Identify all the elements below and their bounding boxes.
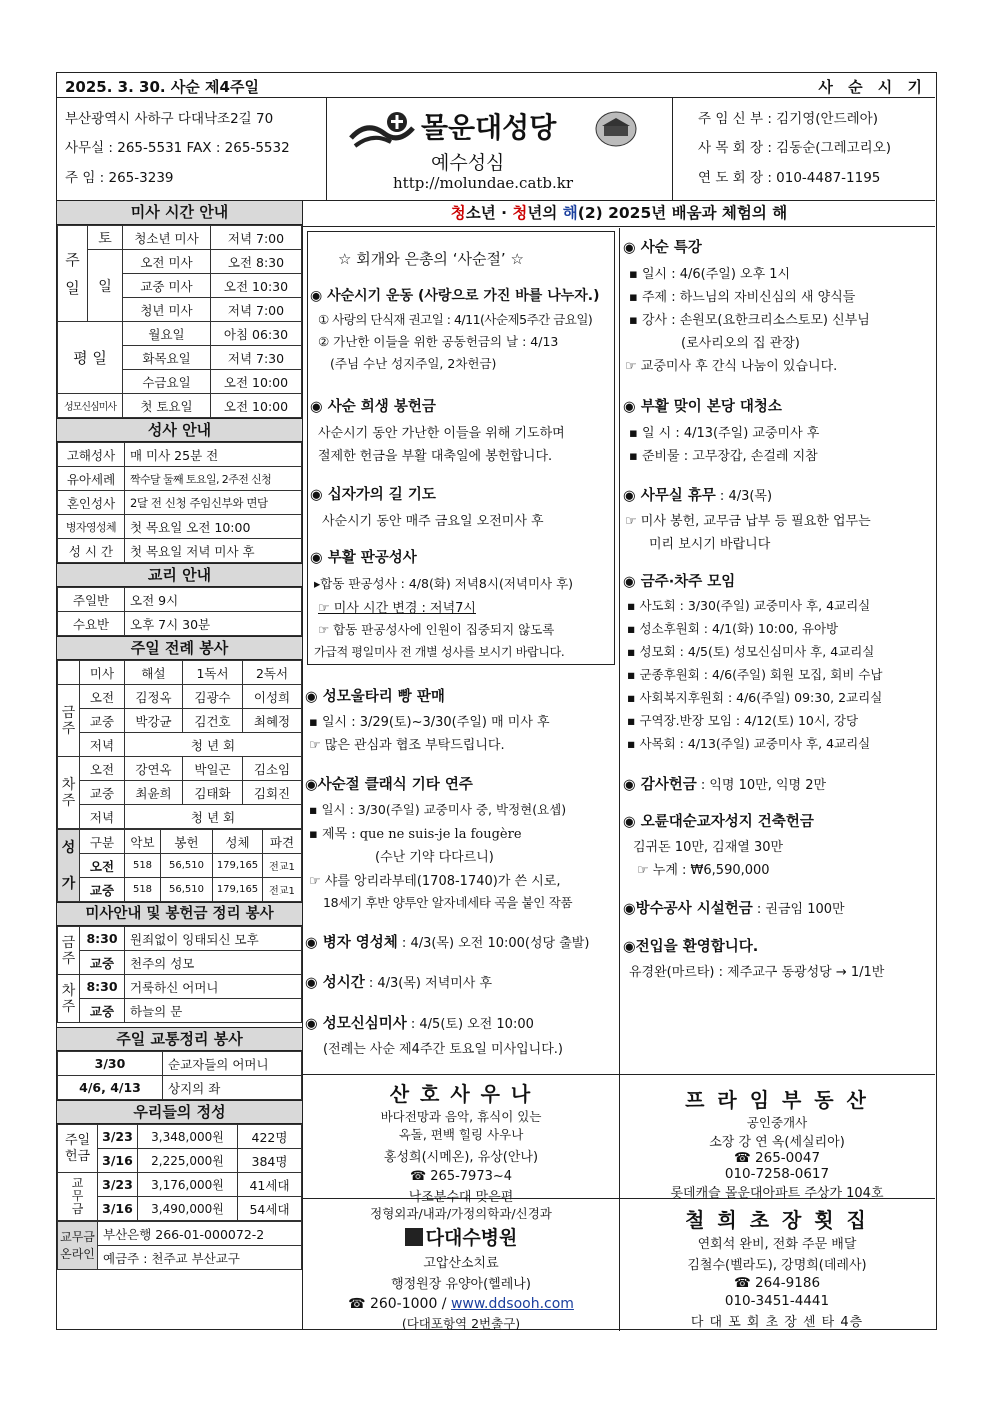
table-cell: 저녁 7:00	[211, 298, 302, 322]
text-line: 사순시기 동안 가난한 이들을 위해 기도하며	[318, 426, 565, 441]
hospital-url[interactable]: www.ddsooh.com	[450, 1296, 574, 1312]
text-line: 바다전망과 음악, 휴식이 있는	[380, 1109, 542, 1124]
doctrine-table	[57, 587, 302, 636]
text-line: ☞ 미사 시간 변경 : 저녁7시	[318, 601, 476, 616]
bulletin-date: 2025. 3. 30. 사순 제4주일	[65, 78, 259, 96]
table-cell: 2독서	[243, 661, 302, 685]
text-line: ☞ 미사 봉헌, 교무금 납부 등 필요한 업무는	[625, 514, 871, 529]
table-cell: 일	[88, 250, 123, 322]
text-line: ☎ 260-1000 / www.ddsooh.com	[348, 1296, 574, 1312]
text-line: ◉ 십자가의 길 기도	[310, 487, 436, 503]
text-line: ▪ 제목 : que ne suis-je la fougère	[309, 827, 522, 842]
text-line: ☞ 합동 판공성사에 인원이 집중되지 않도록	[318, 622, 555, 637]
table-cell: 교 무 금	[58, 1173, 98, 1221]
parish-slogan: 예수성심	[431, 152, 505, 174]
table-cell: 혼인성사	[58, 491, 125, 515]
table-cell: 최윤희	[125, 781, 183, 805]
table-cell: 422명	[238, 1125, 302, 1149]
text-line: 정형외과/내과/가정의학과/신경과	[370, 1206, 552, 1221]
text-line: ▪ 준비물 : 고무장갑, 손걸레 지참	[629, 449, 818, 464]
table-cell: 구분	[80, 830, 125, 854]
doctrine-title: 교리 안내	[57, 563, 302, 587]
table-cell: 청소년 미사	[123, 226, 211, 250]
text-line: 가급적 평일미사 전 개별 성사를 보시기 바랍니다.	[314, 645, 565, 659]
text-line: 다대수병원	[303, 1223, 619, 1250]
table-cell: 오전	[80, 685, 125, 709]
table-cell: 전교1	[263, 854, 302, 878]
text-line: 산 호 사 우 나	[389, 1082, 533, 1106]
text-line: ▪ 구역장.반장 모임 : 4/12(토) 10시, 강당	[627, 713, 859, 728]
table-cell: 저녁	[80, 805, 125, 829]
table-cell: 저녁 7:00	[211, 226, 302, 250]
table-cell: 부산은행 266-01-000072-2	[98, 1222, 302, 1246]
table-cell: 4/6, 4/13	[58, 1076, 163, 1100]
table-cell: 오전	[80, 854, 125, 878]
table-cell: 최혜정	[243, 709, 302, 733]
table-cell: 고해성사	[58, 443, 125, 467]
text-line: ◉ 사순시기 운동 (사랑으로 가진 바를 나누자.)	[310, 288, 600, 304]
table-cell: 3/23	[98, 1125, 138, 1149]
text-line: 김귀돈 10만, 김재열 30만	[633, 840, 784, 855]
office-phone: 사무실 : 265-5531 FAX : 265-5532	[65, 140, 290, 156]
table-cell: 금 주	[58, 927, 80, 975]
text-line: ▪ 사목회 : 4/13(주일) 교중미사 후, 4교리실	[627, 736, 871, 751]
text-line: ▪ 군종후원회 : 4/6(주일) 회원 모집, 회비 수납	[627, 667, 883, 682]
table-cell: 차 주	[58, 975, 80, 1023]
table-cell: 청 년 회	[125, 805, 302, 829]
text-line: 홍성희(시메온), 유상(안나)	[383, 1150, 539, 1165]
text-line: ① 사랑의 단식재 권고일 : 4/11(사순제5주간 금요일)	[318, 312, 593, 327]
text-line: ▪ 일 시 : 4/13(주일) 교중미사 후	[629, 426, 820, 441]
table-cell: 하늘의 문	[125, 999, 302, 1023]
table-cell: 거룩하신 어머니	[125, 975, 302, 999]
table-cell: 첫 목요일 저녁 미사 후	[125, 539, 302, 563]
text-line: ② 가난한 이들을 위한 공동헌금의 날 : 4/13	[318, 334, 559, 349]
pastor: 주 임 신 부 : 김기영(안드레아)	[698, 111, 878, 127]
bulletin-page	[56, 72, 937, 1330]
church-emblem-icon	[594, 110, 638, 148]
text-line: 18세기 후반 양투안 알자네세타 곡을 붙인 작품	[323, 895, 573, 910]
text-line: ◉방수공사 시설헌금 : 권금임 100만	[623, 901, 845, 917]
table-cell: 저녁 7:30	[211, 346, 302, 370]
mass-schedule-title: 미사 시간 안내	[57, 201, 302, 225]
table-cell: 3/16	[98, 1197, 138, 1221]
table-cell: 교중	[80, 878, 125, 902]
text-line: ▪ 사회복지후원회 : 4/6(주일) 09:30, 2교리실	[627, 690, 883, 705]
text-line: (다대포항역 2번출구)	[401, 1316, 521, 1331]
table-cell: 유아세례	[58, 467, 125, 491]
table-cell: 토	[88, 226, 123, 250]
giving-title: 우리들의 정성	[57, 1100, 302, 1124]
table-cell: 천주의 성모	[125, 951, 302, 975]
table-cell: 첫 토요일	[123, 394, 211, 418]
table-cell: 성 시 간	[58, 539, 125, 563]
text-line: ◉ 성모울타리 빵 판매	[305, 689, 445, 705]
table-cell: 179,165	[213, 878, 263, 902]
table-cell: 강연옥	[125, 757, 183, 781]
table-cell: 전교1	[263, 878, 302, 902]
table-cell: 56,510	[161, 878, 213, 902]
table-cell: 교중 미사	[123, 274, 211, 298]
text-line: 행정원장 유양아(헬레나)	[391, 1277, 531, 1292]
table-cell: 오전 10:00	[211, 394, 302, 418]
text-line: ☞ 많은 관심과 협조 부탁드립니다.	[309, 738, 505, 753]
left-column	[57, 201, 302, 1270]
contact-phone: 연 도 회 장 : 010-4487-1195	[698, 170, 881, 186]
table-cell: 미사	[80, 661, 125, 685]
table-cell: 3,490,000원	[138, 1197, 238, 1221]
table-cell: 2달 전 신청 주임신부와 면담	[125, 491, 302, 515]
parish-logo-icon	[347, 110, 417, 150]
text-line: ☎ 264-9186	[733, 1275, 821, 1291]
table-cell: 오후 7시 30분	[125, 612, 302, 636]
text-line: ◉전입을 환영합니다.	[623, 939, 759, 955]
text-line: ▪ 성소후원회 : 4/1(화) 10:00, 유아방	[627, 621, 839, 636]
text-line: 절제한 헌금을 부활 대축일에 봉헌합니다.	[318, 449, 553, 464]
giving-table	[57, 1124, 302, 1221]
table-cell: 8:30	[80, 975, 125, 999]
table-cell: 이성희	[243, 685, 302, 709]
text-line: ▪ 일시 : 3/30(주일) 교중미사 중, 박정현(요셉)	[309, 802, 567, 817]
text-line: ◉ 부활 맞이 본당 대청소	[623, 399, 782, 415]
text-line: 롯데캐슬 몰운대아파트 주상가 104호	[670, 1186, 884, 1201]
table-cell: 악보	[125, 830, 161, 854]
table-cell: 주일반	[58, 588, 125, 612]
rectory-phone: 주 임 : 265-3239	[65, 170, 174, 186]
table-cell: 성모신심미사	[58, 394, 123, 418]
table-cell: 봉헌	[161, 830, 213, 854]
table-cell: 교중	[80, 951, 125, 975]
text-line: 미리 보시기 바랍니다	[649, 537, 771, 552]
text-line: ◉ 오륜대순교자성지 건축헌금	[623, 814, 814, 830]
table-cell: 교무금 온라인	[58, 1222, 98, 1270]
council-president: 사 목 회 장 : 김동순(그레고리오)	[698, 140, 892, 156]
lent-box	[307, 231, 615, 665]
info-band	[57, 98, 935, 201]
table-cell: 518	[125, 878, 161, 902]
table-cell: 384명	[238, 1149, 302, 1173]
text-line: 김철수(벨라도), 강명희(데레사)	[687, 1258, 867, 1273]
table-cell	[58, 661, 80, 685]
table-cell: 박강균	[125, 709, 183, 733]
table-cell: 매 미사 25분 전	[125, 443, 302, 467]
liturgy-title: 주일 전례 봉사	[57, 636, 302, 660]
text-line: ◉ 성시간 : 4/3(목) 저녁미사 후	[305, 975, 493, 991]
table-cell: 김회진	[243, 781, 302, 805]
notices-left	[303, 671, 619, 1091]
table-cell: 짝수달 둘째 토요일, 2주전 신청	[125, 467, 302, 491]
text-line: ☞ 샤를 앙리라부테(1708-1740)가 쓴 시로,	[309, 874, 561, 889]
liturgy-table	[57, 660, 302, 829]
text-line: ▪ 사도회 : 3/30(주일) 교중미사 후, 4교리실	[627, 598, 871, 613]
table-cell: 김광수	[183, 685, 243, 709]
table-cell: 오전	[80, 757, 125, 781]
table-cell: 3/16	[98, 1149, 138, 1173]
year-theme-banner: 청소년 · 청년의 해(2) 2025년 배움과 체험의 해	[303, 201, 935, 227]
table-cell: 병자영성체	[58, 515, 125, 539]
text-line: 낙조분수대 맞은편	[408, 1190, 514, 1205]
table-cell: 오전 10:00	[211, 370, 302, 394]
table-cell: 교중	[80, 781, 125, 805]
table-cell: 3,176,000원	[138, 1173, 238, 1197]
parish-url[interactable]: http://molundae.catb.kr	[393, 174, 574, 192]
ad-restaurant	[619, 1204, 935, 1330]
mass-schedule-table	[57, 225, 302, 418]
table-cell: 주일 헌금	[58, 1125, 98, 1173]
table-cell: 박일곤	[183, 757, 243, 781]
table-cell: 저녁	[80, 733, 125, 757]
text-line: ☆ 회개와 은총의 ‘사순절’ ☆	[338, 250, 524, 268]
table-cell: 179,165	[213, 854, 263, 878]
table-cell: 성체	[213, 830, 263, 854]
table-cell: 56,510	[161, 854, 213, 878]
text-line: ◉ 부활 판공성사	[310, 550, 417, 566]
table-cell: 상지의 좌	[163, 1076, 302, 1100]
ad-hospital	[303, 1204, 619, 1332]
text-line: ◉ 사무실 휴무 : 4/3(목)	[623, 488, 773, 504]
table-cell: 화목요일	[123, 346, 211, 370]
sunday-label: 주 일	[58, 226, 88, 322]
text-line: (전례는 사순 제4주간 토요일 미사입니다.)	[323, 1042, 564, 1057]
table-cell: 김건호	[183, 709, 243, 733]
text-line: ◉ 금주·차주 모임	[623, 574, 736, 590]
table-cell: 수금요일	[123, 370, 211, 394]
text-line: ☎ 265-0047	[733, 1150, 821, 1166]
traffic-table	[57, 1051, 302, 1100]
table-cell: 오전 10:30	[211, 274, 302, 298]
table-cell: 차 주	[58, 757, 80, 829]
table-cell: 1독서	[183, 661, 243, 685]
text-line: ▪ 성모회 : 4/5(토) 성모신심미사 후, 4교리실	[627, 644, 875, 659]
table-cell: 원죄없이 잉태되신 모후	[125, 927, 302, 951]
text-line: 소장 강 연 옥(세실리아)	[709, 1135, 845, 1150]
text-line: ▸합동 판공성사 : 4/8(화) 저녁8시(저녁미사 후)	[314, 576, 574, 591]
table-cell: 54세대	[238, 1197, 302, 1221]
table-cell: 월요일	[123, 322, 211, 346]
table-cell: 41세대	[238, 1173, 302, 1197]
table-cell: 3/23	[98, 1173, 138, 1197]
text-line: ◉ 성모신심미사 : 4/5(토) 오전 10:00	[305, 1016, 534, 1032]
offering-song-table	[57, 926, 302, 1023]
text-line: 연회석 완비, 전화 주문 배달	[697, 1237, 857, 1252]
text-line: 다 대 포 회 초 장 센 타 4층	[690, 1315, 864, 1330]
text-line: ▪ 일시 : 4/6(주일) 오후 1시	[629, 267, 791, 282]
parish-name: 몰운대성당	[421, 111, 557, 144]
address: 부산광역시 사하구 다대낙조2길 70	[65, 111, 274, 127]
text-line: 010-3451-4441	[724, 1293, 830, 1309]
text-line: 010-7258-0617	[724, 1166, 830, 1182]
table-cell: 8:30	[80, 927, 125, 951]
text-line: ◉ 병자 영성체 : 4/3(목) 오전 10:00(성당 출발)	[305, 935, 590, 951]
table-cell: 청년 미사	[123, 298, 211, 322]
text-line: ▪ 주제 : 하느님의 자비신심의 새 양식들	[629, 290, 856, 305]
text-line: ▪ 일시 : 3/29(토)~3/30(주일) 매 미사 후	[309, 715, 550, 730]
text-line: (주님 수난 성지주일, 2차헌금)	[330, 356, 497, 371]
online-giving-table	[57, 1221, 302, 1270]
table-cell: 교중	[80, 709, 125, 733]
text-line: ☞ 교중미사 후 간식 나눔이 있습니다.	[625, 359, 838, 374]
table-cell: 첫 목요일 오전 10:00	[125, 515, 302, 539]
table-cell: 교중	[80, 999, 125, 1023]
table-cell: 3,348,000원	[138, 1125, 238, 1149]
text-line: 공인중개사	[746, 1115, 808, 1130]
ad-sauna	[303, 1078, 619, 1205]
text-line: 유경완(마르타) : 제주교구 동광성당 → 1/1반	[629, 965, 885, 980]
text-line: 철 희 초 장 횟 집	[685, 1208, 869, 1232]
text-line: ☞ 누계 : ₩6,590,000	[637, 863, 770, 878]
offering-song-title: 미사안내 및 봉헌금 정리 봉사	[57, 902, 302, 926]
text-line: ▪ 강사 : 손원모(요한크리소스토모) 신부님	[629, 313, 870, 328]
notices-right	[619, 228, 935, 1074]
traffic-title: 주일 교통정리 봉사	[57, 1027, 302, 1051]
text-line: ◉ 사순 희생 봉헌금	[310, 399, 436, 415]
table-cell: 김정옥	[125, 685, 183, 709]
table-cell: 순교자들의 어머니	[163, 1052, 302, 1076]
table-cell: 오전 8:30	[211, 250, 302, 274]
text-line: (로사리오의 집 관장)	[681, 336, 800, 351]
table-cell: 2,225,000원	[138, 1149, 238, 1173]
main-column	[303, 201, 935, 1331]
sacrament-table	[57, 442, 302, 563]
liturgical-season: 사 순 시 기	[818, 78, 927, 96]
text-line: 고압산소치료	[423, 1256, 499, 1271]
sacrament-title: 성사 안내	[57, 418, 302, 442]
table-cell: 김소임	[243, 757, 302, 781]
table-cell: 오전 미사	[123, 250, 211, 274]
table-cell: 김태화	[183, 781, 243, 805]
table-cell: 오전 9시	[125, 588, 302, 612]
table-cell: 금 주	[58, 685, 80, 757]
text-line: ◉사순절 클래식 기타 연주	[305, 777, 473, 793]
header-bar	[57, 73, 935, 98]
text-line: (수난 기약 다다르니)	[375, 850, 494, 865]
text-line: ◉ 사순 특강	[623, 240, 702, 256]
choir-table	[57, 829, 302, 902]
text-line: ◉ 감사헌금 : 익명 10만, 익명 2만	[623, 777, 827, 793]
text-line: 프 라 임 부 동 산	[685, 1088, 869, 1112]
text-line: 사순시기 동안 매주 금요일 오전미사 후	[322, 514, 544, 529]
table-cell: 수요반	[58, 612, 125, 636]
table-cell: 3/30	[58, 1052, 163, 1076]
hospital-logo-icon	[405, 1228, 423, 1246]
ad-realty	[619, 1084, 935, 1201]
table-cell: 해설	[125, 661, 183, 685]
text-line: ☎ 265-7973~4	[409, 1169, 513, 1184]
table-cell: 평 일	[58, 322, 123, 394]
table-cell: 518	[125, 854, 161, 878]
table-cell: 예금주 : 천주교 부산교구	[98, 1246, 302, 1270]
table-cell: 파견	[263, 830, 302, 854]
table-cell: 성 가	[58, 830, 80, 902]
text-line: 옥돌, 편백 힐링 사우나	[398, 1127, 524, 1142]
table-cell: 청 년 회	[125, 733, 302, 757]
table-cell: 아침 06:30	[211, 322, 302, 346]
